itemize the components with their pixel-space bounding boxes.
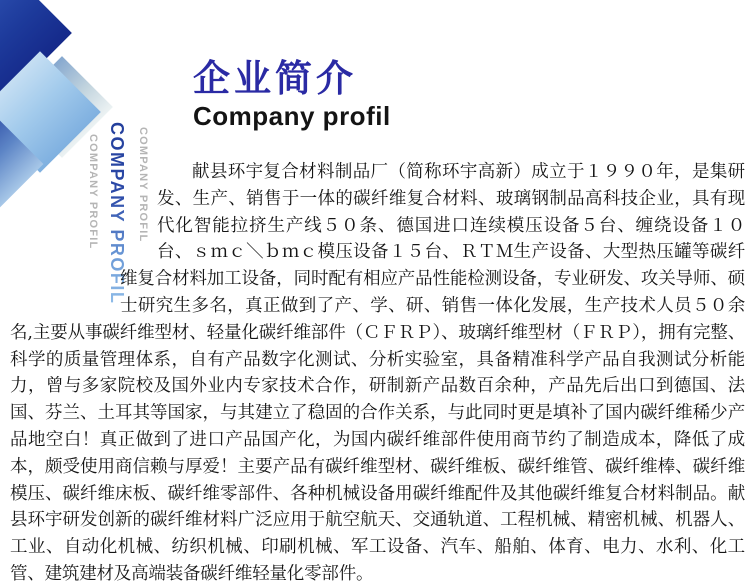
profile-text-area: [10, 159, 745, 587]
profile-paragraph: 献县环宇复合材料制品厂（简称环宇高新）成立于１９９０年，是集研发、生产、销售于一体的碳纤维复合材料、玻璃钢制品高科技企业，具有现代化智能拉挤生产线５０条、德国进口连续模压设备５台、缠绕设备１０台、ｓｍｃ＼ｂｍｃ模压设备１５台、ＲＴＭ生产设备、大型热压罐等碳纤维复合材料加工设备，同时配有相应产品性能检测设备，专业研发、攻关导师、硕士研究生多名，真正做到了产、学、研、销售一体化发展，生产技术人员５０余名,主要从事碳纤维型材、轻量化碳纤维部件（ＣＦＲＰ）、玻璃纤维型材（ＦＲＰ），拥有完整、科学的质量管理体系，自有产品数字化测试、分析实验室，具备精准科学产品自我测试分析能力，曾与多家院校及国外业内专家技术合作，研制新产品数百余种，产品先后出口到德国、法国、芬兰、土耳其等国家，与其建立了稳固的合作关系，与此同时更是填补了国内碳纤维稀少产品地空白！真正做到了进口产品国产化，为国内碳纤维部件使用商节约了制造成本，降低了成本，颇受使用商信赖与厚爱！主要产品有碳纤维型材、碳纤维板、碳纤维管、碳纤维棒、碳纤维模压、碳纤维床板、碳纤维零部件、各种机械设备用碳纤维配件及其他碳纤维复合材料制品。献县环宇研发创新的碳纤维材料广泛应用于航空航天、交通轨道、工程机械、精密机械、机器人、工业、自动化机械、纺织机械、印刷机械、军工设备、汽车、船舶、体育、电力、水利、化工管、建筑建材及高端装备碳纤维轻量化零部件。: [10, 162, 745, 584]
vertical-watermark-gray-2: COMPANY PROFIL: [137, 127, 149, 243]
page-header: [193, 58, 391, 130]
page-title: 企业简介: [193, 56, 357, 100]
text-wrap-spacer-upper: [10, 159, 157, 266]
page-subtitle: Company profil: [193, 101, 391, 131]
text-wrap-spacer-lower: [10, 266, 120, 293]
vertical-watermark-blue: COMPANY PROFIL: [107, 122, 127, 305]
vertical-watermark-gray-1: COMPANY PROFIL: [87, 134, 99, 250]
